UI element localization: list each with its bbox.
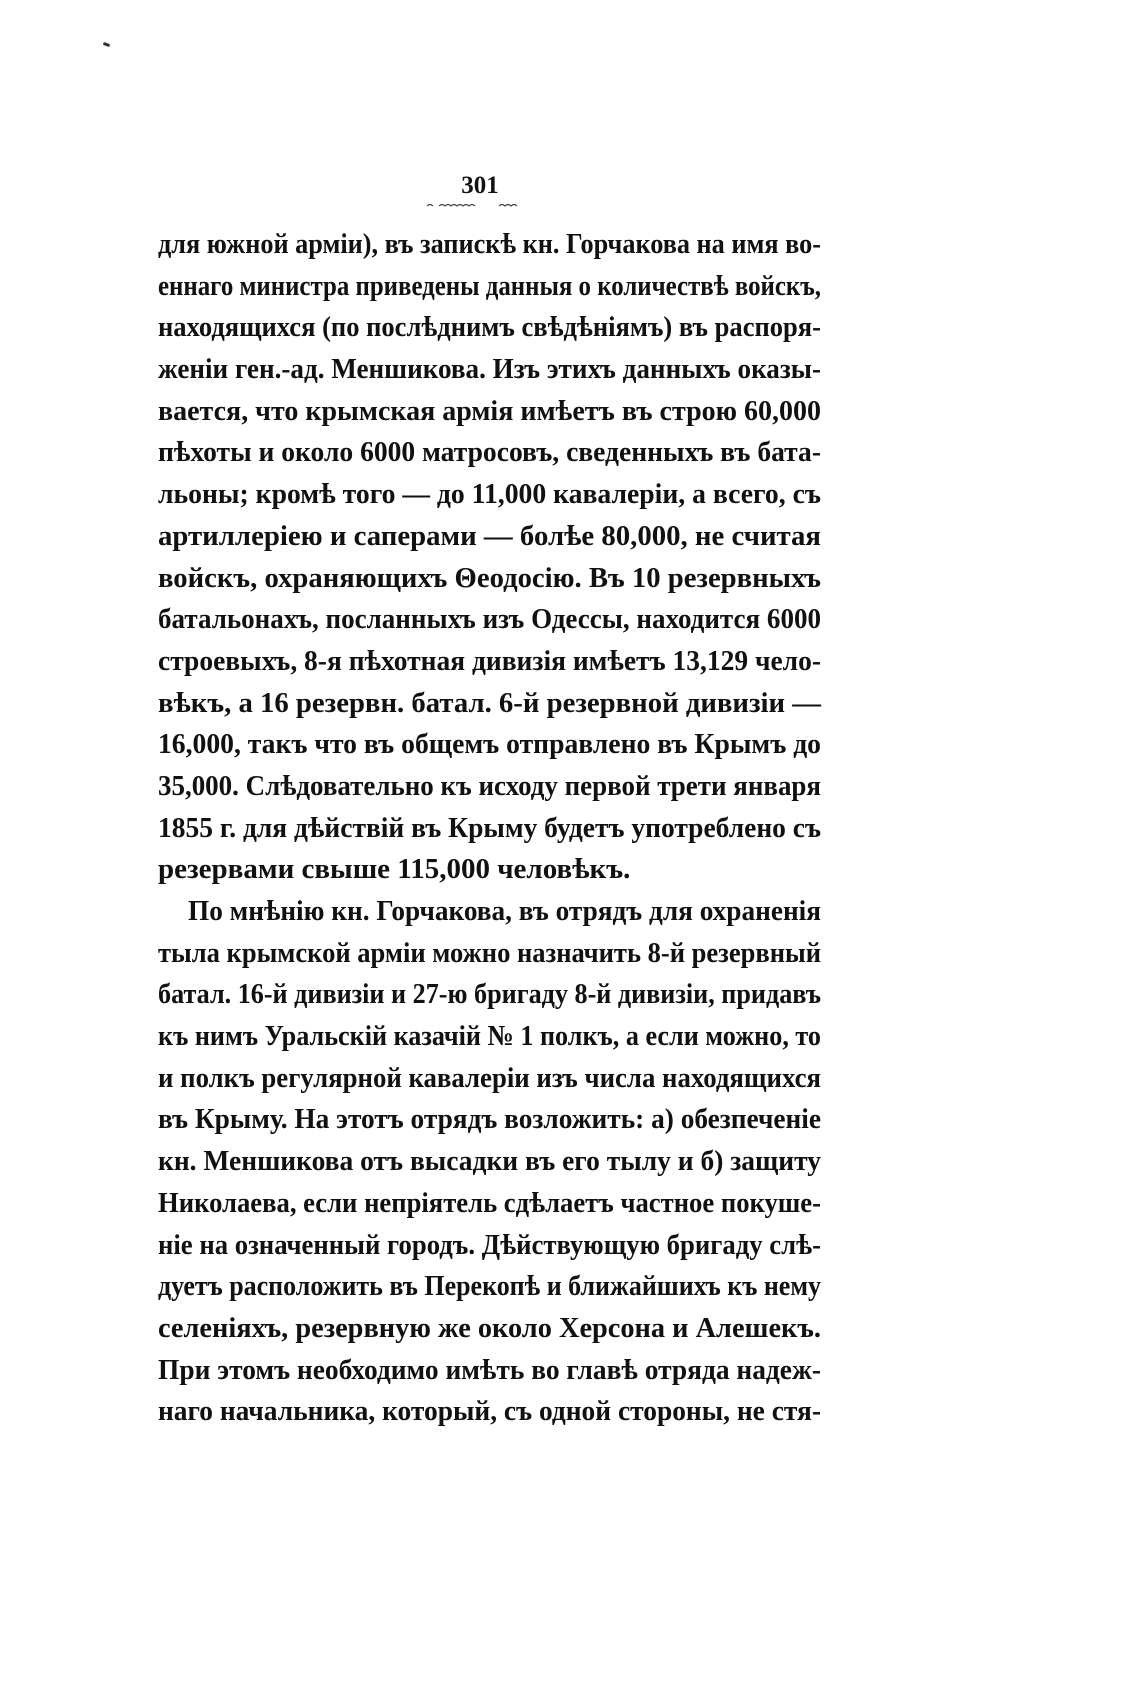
text-line bbox=[158, 1350, 821, 1392]
text-line bbox=[158, 683, 821, 725]
text-line bbox=[158, 432, 821, 474]
text-line-content: войскъ, охраняющихъ Θеодосію. Въ 10 резервныхъ bbox=[158, 561, 821, 594]
text-line bbox=[158, 1391, 821, 1433]
text-line-content: пѣхоты и около 6000 матросовъ, сведенныхъ въ бата- bbox=[158, 436, 821, 469]
text-line bbox=[158, 1183, 821, 1225]
text-line bbox=[158, 974, 821, 1016]
text-line bbox=[158, 349, 821, 391]
text-line bbox=[158, 1016, 821, 1058]
text-line bbox=[158, 849, 821, 891]
page-text bbox=[158, 224, 821, 1433]
text-line bbox=[158, 808, 821, 850]
text-line bbox=[158, 891, 821, 933]
text-line-content: 16,000, такъ что въ общемъ отправлено въ Крымъ до bbox=[158, 728, 821, 761]
text-line-content: наго начальника, который, съ одной стороны, не стя- bbox=[158, 1395, 821, 1428]
text-line-content: кн. Меншикова отъ высадки въ его тылу и б) защиту bbox=[158, 1145, 821, 1178]
text-line bbox=[158, 1266, 821, 1308]
text-line-content: 35,000. Слѣдовательно къ исходу первой трети января bbox=[158, 769, 821, 802]
text-line bbox=[158, 1308, 821, 1350]
text-line bbox=[158, 766, 821, 808]
text-line bbox=[158, 724, 821, 766]
text-line-content: резервами свыше 115,000 человѣкъ. bbox=[158, 853, 631, 886]
text-line-content: вѣкъ, а 16 резервн. батал. 6-й резервной дивизіи — bbox=[158, 686, 821, 719]
text-line bbox=[158, 933, 821, 975]
text-line bbox=[158, 641, 821, 683]
text-line bbox=[158, 307, 821, 349]
text-line-content: дуетъ расположить въ Перекопѣ и ближайшихъ къ нему bbox=[158, 1270, 821, 1303]
text-line-content: 1855 г. для дѣйствій въ Крыму будетъ употреблено съ bbox=[158, 811, 821, 844]
text-line bbox=[158, 516, 821, 558]
text-line-content: артиллеріею и саперами — болѣе 80,000, не считая bbox=[158, 519, 821, 552]
text-line-content: вается, что крымская армія имѣетъ въ строю 60,000 bbox=[158, 394, 821, 427]
text-line-content: тыла крымской арміи можно назначить 8-й резервный bbox=[158, 936, 821, 969]
text-line bbox=[158, 558, 821, 600]
text-line bbox=[158, 599, 821, 641]
text-line-content: батал. 16-й дивизіи и 27-ю бригаду 8-й дивизіи, придавъ bbox=[158, 978, 821, 1011]
text-line-content: При этомъ необходимо имѣть во главѣ отряда надеж- bbox=[158, 1353, 821, 1386]
text-line-content: батальонахъ, посланныхъ изъ Одессы, находится 6000 bbox=[158, 603, 821, 636]
text-line-content: льоны; кромѣ того — до 11,000 кавалеріи, а всего, съ bbox=[158, 478, 821, 511]
text-line bbox=[158, 266, 821, 308]
text-line-content: По мнѣнію кн. Горчакова, въ отрядъ для охраненія bbox=[188, 895, 821, 927]
text-line-content: находящихся (по послѣднимъ свѣдѣніямъ) въ распоря- bbox=[158, 311, 821, 344]
text-line bbox=[158, 1058, 821, 1100]
text-line-content: въ Крыму. На этотъ отрядъ возложить: а) обезпеченіе bbox=[158, 1103, 821, 1136]
text-line bbox=[158, 1225, 821, 1267]
text-line bbox=[158, 391, 821, 433]
text-line-content: еннаго министра приведены данныя о количествѣ войскъ, bbox=[158, 269, 821, 302]
text-line bbox=[158, 1141, 821, 1183]
text-line-content: къ нимъ Уральскій казачій № 1 полкъ, а если можно, то bbox=[158, 1020, 821, 1053]
text-line-content: для южной арміи), въ запискѣ кн. Горчакова на имя во- bbox=[158, 228, 821, 260]
text-line bbox=[158, 474, 821, 516]
text-line-content: строевыхъ, 8-я пѣхотная дивизія имѣетъ 13,129 чело- bbox=[158, 644, 821, 677]
text-line bbox=[158, 224, 821, 266]
text-line-content: ніе на означенный городъ. Дѣйствующую бригаду слѣ- bbox=[158, 1228, 821, 1261]
text-line-content: женіи ген.-ад. Меншикова. Изъ этихъ данныхъ оказы- bbox=[158, 353, 821, 386]
page-number: 301 bbox=[461, 172, 499, 199]
text-line-content: селеніяхъ, резервную же около Херсона и Алешекъ. bbox=[158, 1311, 821, 1344]
text-line-content: и полкъ регулярной кавалеріи изъ числа находящихся bbox=[158, 1061, 821, 1094]
text-line-content: Николаева, если непріятель сдѣлаетъ частное покуше- bbox=[158, 1186, 821, 1219]
ornament-rule bbox=[425, 200, 545, 210]
scan-speck bbox=[103, 42, 111, 47]
text-line bbox=[158, 1099, 821, 1141]
